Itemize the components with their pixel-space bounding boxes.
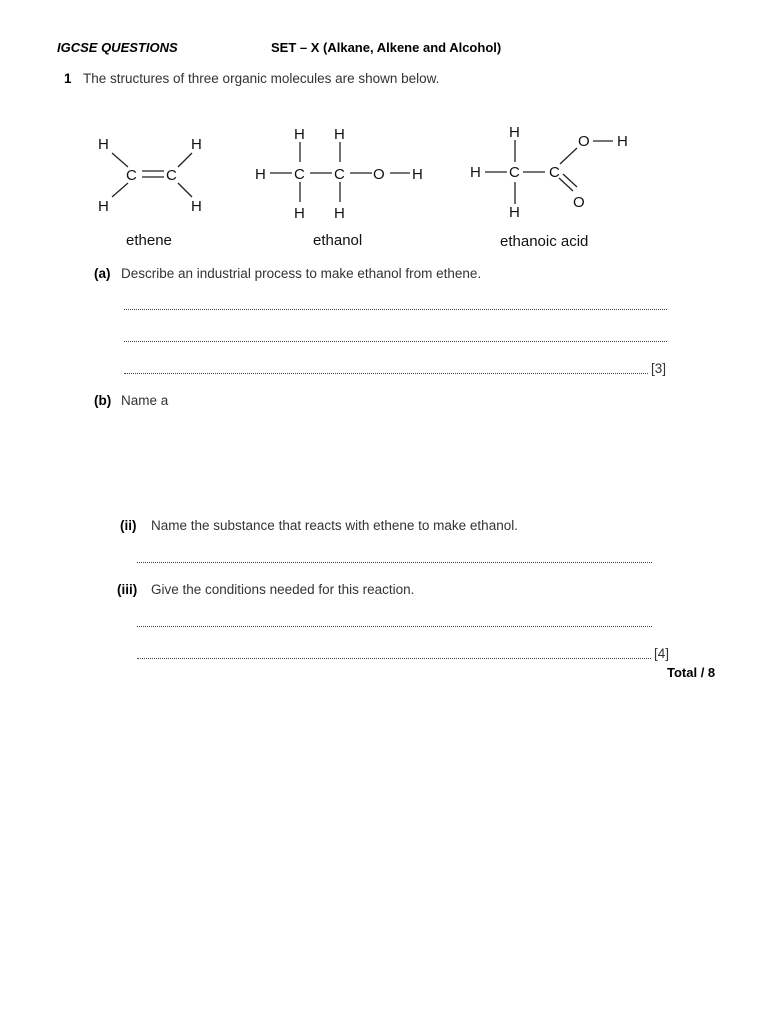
ethanol-atom-h-bottom2: H <box>334 205 345 222</box>
ethanoic-atom-c1: C <box>509 164 520 181</box>
ethene-atom-h2: H <box>98 198 109 215</box>
ethanoic-atom-h-top: H <box>509 124 520 141</box>
ethanoic-atom-h-hydroxyl: H <box>617 133 628 150</box>
ethanol-atom-h-right: H <box>412 166 423 183</box>
part-a-marks: [3] <box>651 361 667 376</box>
ethanoic-atom-c2: C <box>549 164 560 181</box>
part-a-answer-line-1[interactable] <box>124 308 667 310</box>
ethanoic-atom-h-bottom: H <box>509 204 520 221</box>
part-b-label: (b) <box>94 393 112 408</box>
ethene-atom-c2: C <box>166 167 177 184</box>
header-set-title: SET – X (Alkane, Alkene and Alcohol) <box>271 40 502 55</box>
ethanol-atom-h-left: H <box>255 166 266 183</box>
part-a-answer-line-3[interactable] <box>124 372 648 374</box>
part-ii-question: Name the substance that reacts with ethene to make ethanol. <box>151 518 518 533</box>
ethanol-structure <box>250 120 440 230</box>
ethanoic-atom-o-hydroxyl: O <box>578 133 590 150</box>
ethene-caption: ethene <box>126 232 172 249</box>
question-stem: The structures of three organic molecules are shown below. <box>83 71 440 86</box>
ethanoic-atom-o-carbonyl: O <box>573 194 585 211</box>
ethanol-caption: ethanol <box>313 232 363 249</box>
total-marks: Total / 8 <box>667 665 716 680</box>
part-ii-answer-line[interactable] <box>137 561 652 563</box>
part-iii-label: (iii) <box>117 582 138 597</box>
ethanoic-acid-structure <box>465 118 645 230</box>
question-number: 1 <box>64 71 72 86</box>
ethanol-atom-c1: C <box>294 166 305 183</box>
part-iii-answer-line-1[interactable] <box>137 625 652 627</box>
ethene-structure <box>90 125 220 225</box>
ethene-atom-h1: H <box>98 136 109 153</box>
ethanol-atom-h-top2: H <box>334 126 345 143</box>
ethanoic-acid-caption: ethanoic acid <box>500 233 589 250</box>
part-iii-marks: [4] <box>654 646 670 661</box>
ethene-atom-h3: H <box>191 136 202 153</box>
part-a-question: Describe an industrial process to make ethanol from ethene. <box>121 266 482 281</box>
ethanoic-atom-h-left: H <box>470 164 481 181</box>
ethanol-atom-o: O <box>373 166 385 183</box>
part-iii-question: Give the conditions needed for this reaction. <box>151 582 415 597</box>
ethene-atom-h4: H <box>191 198 202 215</box>
ethene-atom-c1: C <box>126 167 137 184</box>
ethanol-atom-c2: C <box>334 166 345 183</box>
part-ii-label: (ii) <box>120 518 137 533</box>
part-iii-answer-line-2[interactable] <box>137 657 651 659</box>
header-left-title: IGCSE QUESTIONS <box>57 40 178 55</box>
part-a-answer-line-2[interactable] <box>124 340 667 342</box>
ethanol-atom-h-bottom1: H <box>294 205 305 222</box>
part-a-label: (a) <box>94 266 111 281</box>
ethanol-atom-h-top1: H <box>294 126 305 143</box>
part-b-question: Name a <box>121 393 169 408</box>
